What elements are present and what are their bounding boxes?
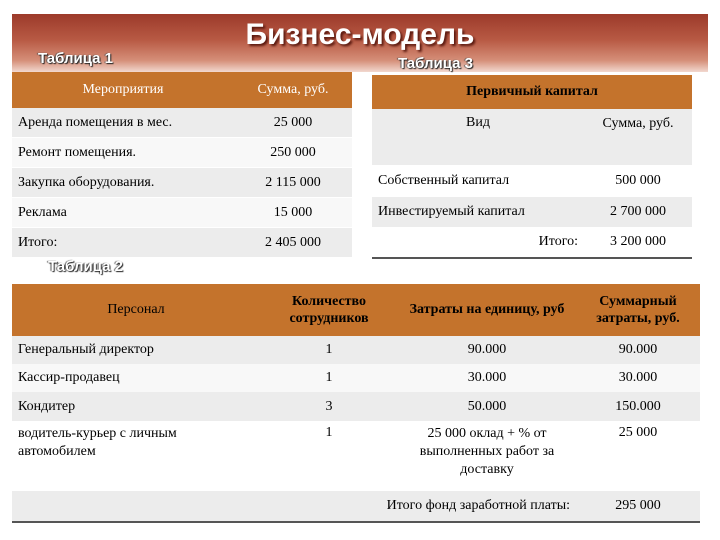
caption-table-2: Таблица 2 xyxy=(48,258,124,275)
cell-label: Реклама xyxy=(12,198,234,228)
cell-value: 2 405 000 xyxy=(234,228,352,258)
cell-label: Ремонт помещения. xyxy=(12,138,234,168)
cell-value: 25 000 оклад + % от выполненных работ за доставку xyxy=(419,426,555,478)
table-header-row xyxy=(12,284,700,336)
cell-value: 25 000 xyxy=(234,108,352,138)
table-row xyxy=(372,165,692,197)
table-subheader-row xyxy=(372,109,692,165)
cell-value: 1 xyxy=(325,425,333,440)
column-header: Суммарный затраты, руб. xyxy=(596,293,680,326)
cell-label: Инвестируемый капитал xyxy=(378,204,525,219)
cell-label: водитель-курьер с личным автомобилем xyxy=(18,426,177,459)
cell-value: 1 xyxy=(325,370,333,385)
column-header: Сумма, руб. xyxy=(257,82,329,97)
cell-value: 2 115 000 xyxy=(234,168,352,198)
table-row xyxy=(12,138,352,168)
cell-label: Кассир-продавец xyxy=(18,370,120,385)
cell-label: Кондитер xyxy=(18,398,76,414)
cell-value: 50.000 xyxy=(467,398,507,414)
cell-value: 3 xyxy=(325,398,333,414)
cell-label: Генеральный директор xyxy=(18,342,154,357)
column-header: Вид xyxy=(466,115,490,130)
total-label: Итого фонд заработной платы: xyxy=(386,498,570,513)
caption-table-3: Таблица 3 xyxy=(398,55,474,72)
cell-value: 15 000 xyxy=(234,198,352,228)
table-staff xyxy=(12,284,700,523)
table-row-total xyxy=(12,491,700,522)
column-header: Количество сотрудников xyxy=(289,293,369,326)
table-row xyxy=(12,108,352,138)
cell-label: Собственный капитал xyxy=(378,173,510,188)
column-header: Мероприятия xyxy=(82,82,164,97)
table-header-row xyxy=(372,75,692,109)
cell-label: Аренда помещения в мес. xyxy=(12,108,234,138)
caption-table-1: Таблица 1 xyxy=(38,50,114,67)
table-row xyxy=(12,336,700,364)
cell-value: 30.000 xyxy=(467,370,507,385)
table-header-row xyxy=(12,72,352,108)
page-title: Бизнес-модель xyxy=(245,18,475,51)
table-row xyxy=(12,198,352,228)
table-row xyxy=(12,421,700,491)
cell-value: 500 000 xyxy=(615,173,661,188)
table-row-total xyxy=(372,227,692,258)
cell-value: 150.000 xyxy=(615,398,661,414)
table-capital xyxy=(372,75,692,259)
cell-value: 2 700 000 xyxy=(610,204,666,219)
cell-label: Итого: xyxy=(12,228,234,258)
table-row xyxy=(372,197,692,227)
total-value: 295 000 xyxy=(615,498,661,513)
column-header: Персонал xyxy=(107,302,165,318)
column-header: Сумма, руб. xyxy=(602,116,674,131)
cell-value: 30.000 xyxy=(618,370,658,385)
cell-value: 90.000 xyxy=(467,342,507,357)
table-row xyxy=(12,364,700,392)
cell-value: 1 xyxy=(325,342,333,357)
cell-value: 250 000 xyxy=(234,138,352,168)
table-row xyxy=(12,392,700,421)
column-header: Затраты на единицу, руб xyxy=(409,302,565,318)
total-label: Итого: xyxy=(538,234,578,249)
table-expenses xyxy=(12,72,352,258)
cell-label: Закупка оборудования. xyxy=(12,168,234,198)
table-title: Первичный капитал xyxy=(466,84,598,99)
cell-value: 25 000 xyxy=(618,425,658,440)
table-row xyxy=(12,168,352,198)
total-value: 3 200 000 xyxy=(610,234,666,249)
table-row-total xyxy=(12,228,352,258)
cell-value: 90.000 xyxy=(618,342,658,357)
